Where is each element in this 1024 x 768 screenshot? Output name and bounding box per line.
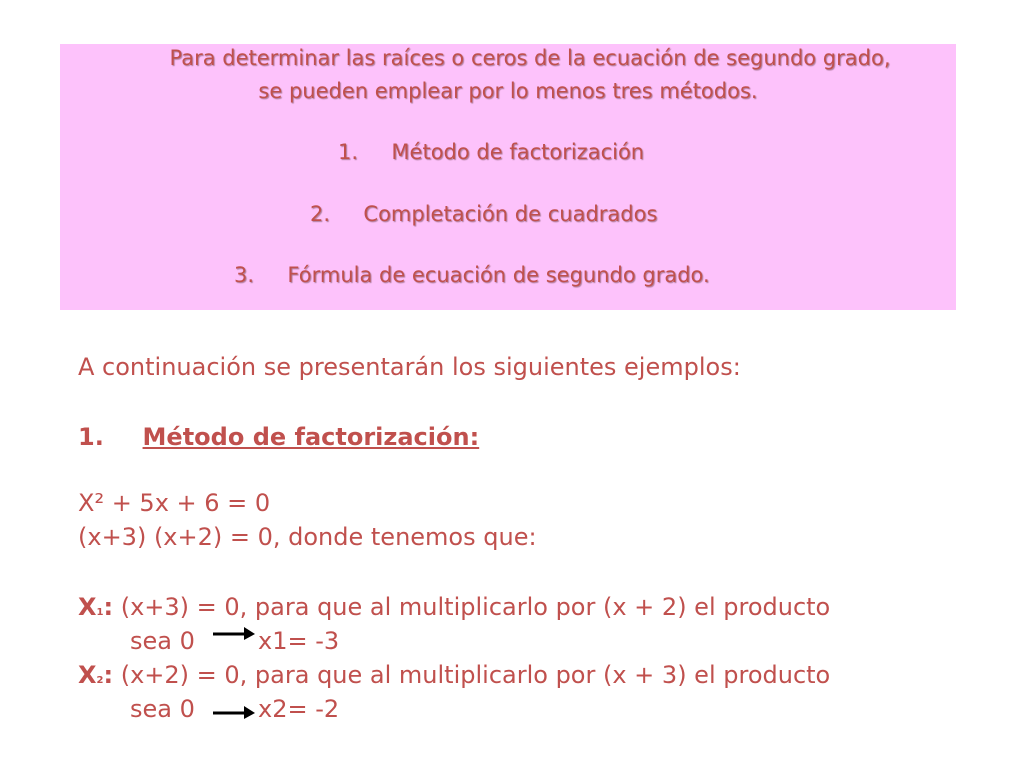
methods-box — [60, 44, 956, 310]
equation-1: X² + 5x + 6 = 0 — [78, 489, 271, 517]
x1-result: x1= -3 — [258, 627, 340, 655]
intro-line-2: se pueden emplear por lo menos tres métodos. — [258, 79, 758, 103]
x2-cont: sea 0 — [130, 695, 195, 723]
arrow-right-icon — [212, 625, 256, 641]
x1-cont: sea 0 — [130, 627, 195, 655]
x2-label: X — [78, 661, 97, 689]
method-item-3 — [234, 263, 710, 287]
method-label: Método de factorización — [391, 140, 645, 164]
x2-line — [78, 660, 830, 696]
method-label: Completación de cuadrados — [363, 202, 658, 226]
x1-label: X — [78, 593, 97, 621]
section-heading — [78, 422, 479, 452]
method-number: 3. — [234, 263, 255, 287]
x2-subscript: 2 — [96, 675, 104, 686]
x2-text: (x+2) = 0, para que al multiplicarlo por (x + 3) el producto — [113, 661, 831, 689]
x1-line — [78, 592, 830, 628]
arrow-right-icon — [212, 704, 256, 720]
method-label: Fórmula de ecuación de segundo grado. — [287, 263, 710, 287]
method-item-1 — [338, 140, 644, 164]
x2-result: x2= -2 — [258, 695, 340, 723]
lead-text: A continuación se presentarán los siguientes ejemplos: — [78, 353, 741, 381]
intro-line-1: Para determinar las raíces o ceros de la ecuación de segundo grado, — [169, 46, 891, 70]
x1-subscript: 1 — [96, 607, 104, 618]
equation-2: (x+3) (x+2) = 0, donde tenemos que: — [78, 523, 537, 551]
x2-colon: : — [103, 661, 114, 689]
method-item-2 — [310, 202, 657, 226]
x1-text: (x+3) = 0, para que al multiplicarlo por (x + 2) el producto — [113, 593, 831, 621]
heading-number: 1. — [78, 423, 104, 451]
method-number: 2. — [310, 202, 331, 226]
x1-colon: : — [103, 593, 114, 621]
method-number: 1. — [338, 140, 359, 164]
heading-label: Método de factorización: — [142, 423, 480, 451]
